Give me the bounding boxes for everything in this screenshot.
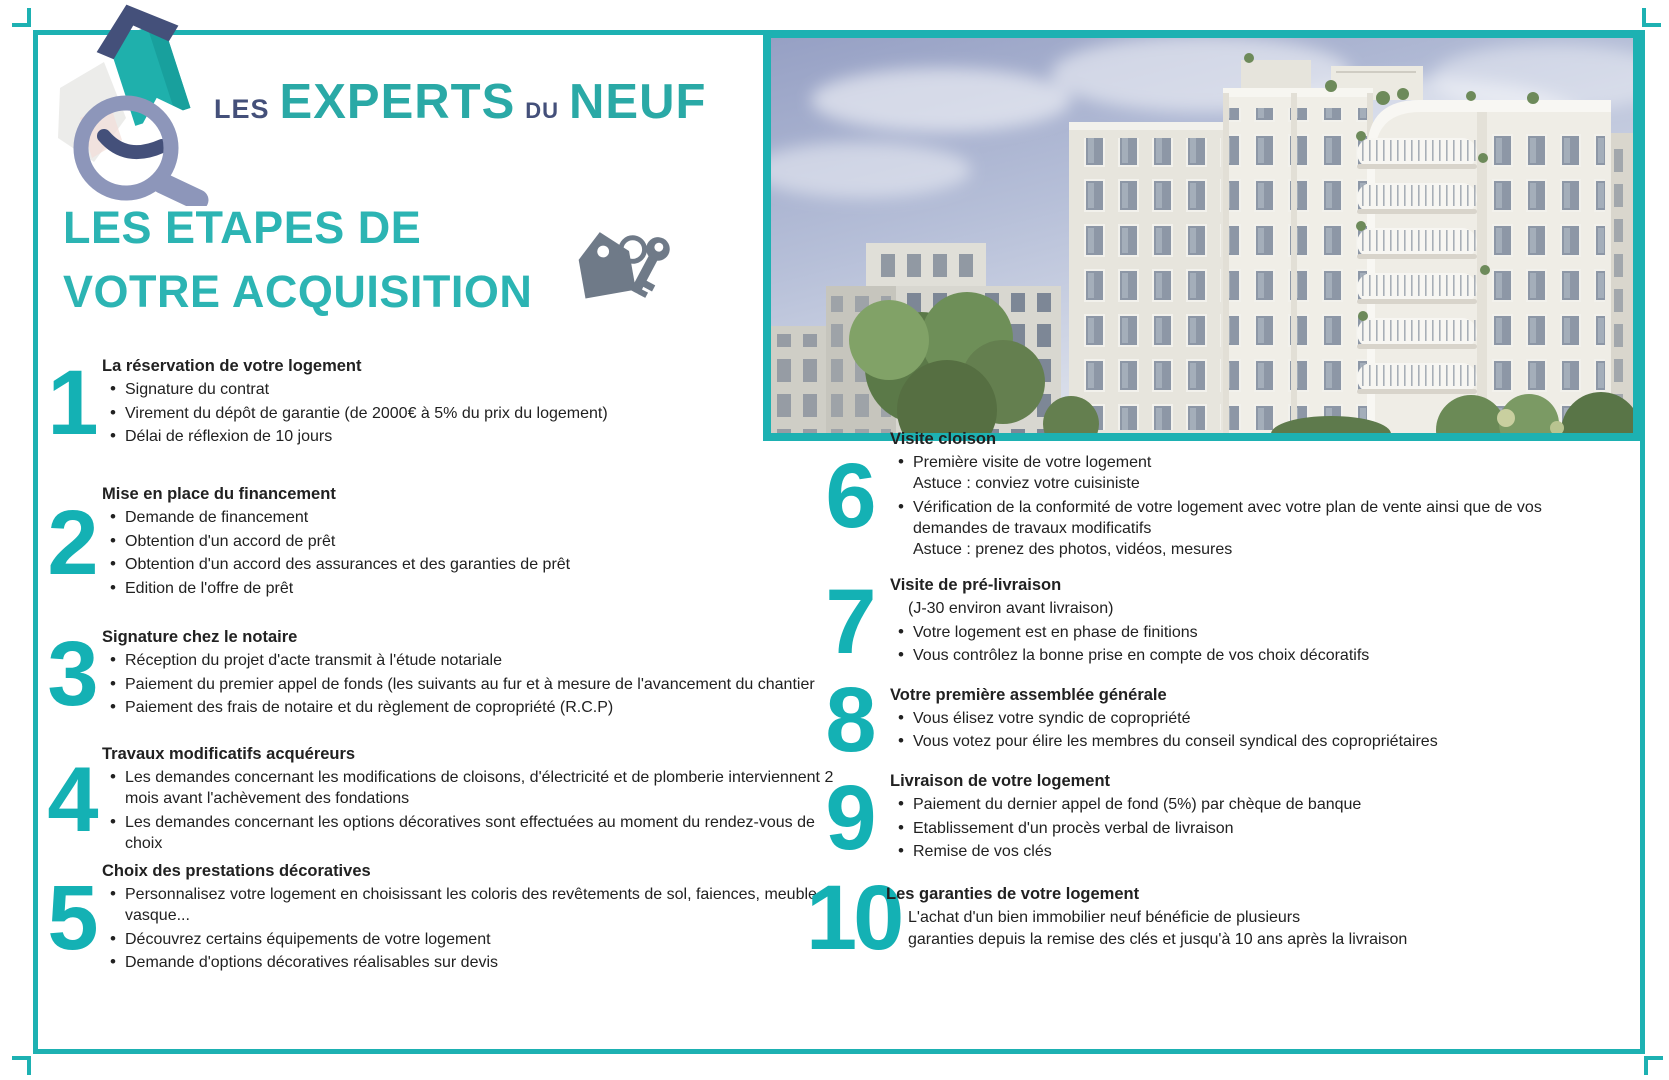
house-magnifier-icon [52,0,220,206]
brand-word-du: DU [525,98,560,123]
brand-word-experts: EXPERTS [279,75,516,129]
step-3 [42,622,852,725]
corner-mark-bottom-right [1644,1056,1663,1075]
house-keychain-keys-icon [560,222,678,314]
page-title-line2: VOTRE ACQUISITION [63,265,533,317]
step-10-line: L'achat d'un bien immobilier neuf bénéficie de plusieurs [908,909,1301,927]
step-8-title: Votre première assemblée générale [890,685,1167,704]
step-8-bullet: • Vous votez pour élire les membres du conseil syndical des copropriétaires [890,731,1530,752]
step-9-number: 9 [825,766,873,869]
step-8-number: 8 [825,669,873,771]
step-9-bullet: • Remise de vos clés [890,841,1530,862]
step-7-title: Visite de pré-livraison [890,576,1062,594]
brand-wordmark [214,74,706,130]
step-7 [810,570,1530,673]
step-9-bullet: • Paiement du dernier appel de fond (5%) par chèque de banque [890,794,1530,815]
step-5-bullet: • Personnalisez votre logement en choisissant les coloris des revêtements de sol, faiences, meuble vasque... [102,884,832,926]
step-6-bullet: • Vérification de la conformité de votre logement avec votre plan de vente ainsi que de vos demandes de travaux modificatifs Astuce : prenez des photos, vidéos, mesures [890,497,1555,560]
step-2-number: 2 [47,491,95,594]
step-3-bullet: • Réception du projet d'acte transmit à l'étude notariale [102,650,852,671]
step-3-number: 3 [47,622,95,725]
step-2-bullet: • Demande de financement [102,507,842,528]
step-6-bullet-note: Astuce : conviez votre cuisiniste [913,475,1140,493]
step-9-title: Livraison de votre logement [890,772,1111,790]
step-10-number: 10 [806,867,901,969]
step-1-bullet: • Virement du dépôt de garantie (de 2000€ à 5% du prix du logement) [102,403,842,424]
corner-mark-top-left [12,8,31,27]
step-3-bullet: • Paiement du premier appel de fonds (les suivants au fur et à mesure de l'avancement du chantier [102,674,852,695]
step-2-bullet: • Obtention d'un accord des assurances et des garanties de prêt [102,554,842,575]
step-8 [810,669,1530,771]
brand-word-neuf: NEUF [569,75,707,129]
corner-mark-top-right [1642,8,1661,27]
step-1-title: La réservation de votre logement [102,357,362,375]
building-photo [763,30,1641,441]
step-7-number: 7 [825,570,873,673]
step-7-bullet: • Vous contrôlez la bonne prise en compte de vos choix décoratifs [890,645,1530,666]
step-9 [810,766,1530,869]
step-4-bullet: • Les demandes concernant les options décoratives sont effectuées au moment du rendez-vous de choix [102,812,852,854]
brand-word-les: LES [214,94,270,124]
step-5-bullet: • Demande d'options décoratives réalisables sur devis [102,952,832,973]
step-10-line: garanties depuis la remise des clés et jusqu'à 10 ans après la livraison [908,931,1408,949]
step-5-title: Choix des prestations décoratives [102,862,371,880]
step-1-number: 1 [47,351,95,454]
step-1 [42,351,842,454]
step-5-number: 5 [47,867,95,970]
step-1-bullet: • Signature du contrat [102,379,842,400]
step-5 [42,862,832,976]
step-2-bullet: • Edition de l'offre de prêt [102,578,842,599]
step-6-title: Visite cloison [890,430,997,448]
step-4 [42,745,852,856]
step-4-bullet: • Les demandes concernant les modifications de cloisons, d'électricité et de plomberie interviennent 2 mois avant l'achèvement des fondations [102,767,852,809]
step-7-subtitle: (J-30 environ avant livraison) [908,600,1114,617]
page-title-line1: LES ETAPES DE [63,202,422,253]
step-2-title: Mise en place du financement [102,485,336,503]
step-4-title: Travaux modificatifs acquéreurs [102,745,356,763]
step-6-number: 6 [825,444,873,547]
step-10-title: Les garanties de votre logement [886,885,1140,904]
step-8-bullet: • Vous élisez votre syndic de copropriété [890,708,1530,729]
step-3-bullet: • Paiement des frais de notaire et du règlement de copropriété (R.C.P) [102,697,852,718]
step-6 [810,430,1555,563]
step-2 [42,485,842,601]
step-7-bullet: • Votre logement est en phase de finitions [890,622,1530,643]
corner-mark-bottom-left [12,1056,31,1075]
step-3-title: Signature chez le notaire [102,628,298,646]
step-9-bullet: • Etablissement d'un procès verbal de livraison [890,818,1530,839]
step-1-bullet: • Délai de réflexion de 10 jours [102,426,842,447]
step-2-bullet: • Obtention d'un accord de prêt [102,531,842,552]
step-10 [806,867,1546,969]
step-6-bullet: • Première visite de votre logement Astuce : conviez votre cuisiniste [890,452,1555,494]
page-title [63,196,532,324]
step-6-bullet-note: Astuce : prenez des photos, vidéos, mesures [913,540,1233,558]
step-4-number: 4 [47,749,95,852]
step-5-bullet: • Découvrez certains équipements de votre logement [102,929,832,950]
